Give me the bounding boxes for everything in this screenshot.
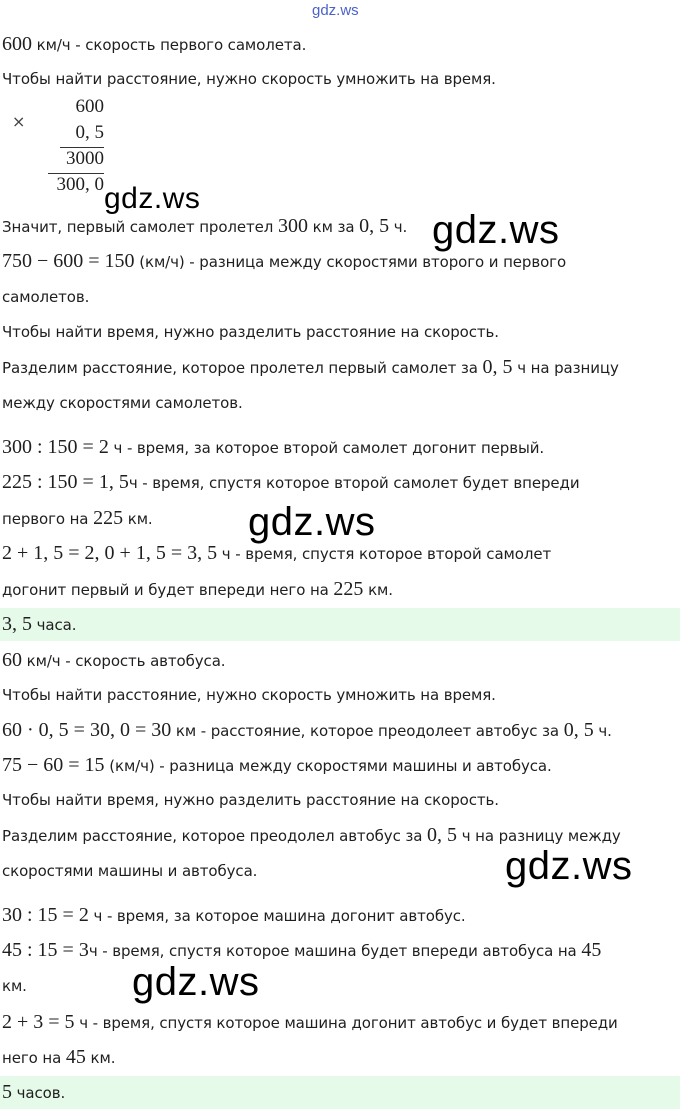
text-line: 30 : 15 = 2 ч - время, за которое машина догонит автобус. [2, 904, 466, 926]
text-line: Чтобы найти расстояние, нужно скорость умножить на время. [2, 70, 496, 88]
text-line: Чтобы найти время, нужно разделить расстояние на скорость. [2, 323, 499, 341]
text-line: 75 − 60 = 15 (км/ч) - разница между скоростями машины и автобуса. [2, 754, 552, 776]
text-line: Чтобы найти расстояние, нужно скорость умножить на время. [2, 686, 496, 704]
text-line: 300 : 150 = 2 ч - время, за которое второй самолет догонит первый. [2, 436, 545, 458]
partial-product: 3000 [66, 148, 104, 169]
multiply-sign: × [12, 112, 26, 131]
answer-text: 5 часов. [2, 1081, 66, 1103]
text-line: 2 + 1, 5 = 2, 0 + 1, 5 = 3, 5 ч - время, спустя которое второй самолет [2, 542, 552, 564]
watermark: gdz.ws [132, 960, 260, 1004]
text-line: 750 − 600 = 150 (км/ч) - разница между скоростями второго и первого [2, 250, 567, 272]
watermark: gdz.ws [104, 182, 201, 215]
product-result: 300, 0 [56, 174, 104, 195]
text-line: Разделим расстояние, которое пролетел первый самолет за 0, 5 ч на разницу [2, 356, 619, 378]
text-line: самолетов. [2, 288, 90, 306]
text-line: км. [2, 977, 27, 995]
answer-block [0, 608, 680, 641]
answer-text: 3, 5 часа. [2, 613, 77, 635]
text-line: между скоростями самолетов. [2, 394, 243, 412]
watermark: gdz.ws [248, 500, 376, 544]
watermark: gdz.ws [505, 844, 633, 888]
text-line: 600 км/ч - скорость первого самолета. [2, 33, 307, 55]
text-line: Чтобы найти время, нужно разделить расстояние на скорость. [2, 791, 499, 809]
multiplicand: 600 [75, 96, 104, 117]
text-line: догонит первый и будет впереди него на 225 км. [2, 578, 393, 600]
column-multiplication [0, 96, 110, 196]
text-line: 60 · 0, 5 = 30, 0 = 30 км - расстояние, которое преодолеет автобус за 0, 5 ч. [2, 719, 612, 741]
text-line: 45 : 15 = 3ч - время, спустя которое машина будет впереди автобуса на 45 [2, 939, 602, 961]
watermark-top: gdz.ws [312, 2, 359, 19]
text-line: 60 км/ч - скорость автобуса. [2, 649, 226, 671]
text-line: Значит, первый самолет пролетел 300 км за 0, 5 ч. [2, 215, 408, 237]
text-line: 225 : 150 = 1, 5ч - время, спустя которое второй самолет будет впереди [2, 471, 580, 493]
multiplier: 0, 5 [75, 122, 104, 143]
watermark: gdz.ws [432, 208, 560, 252]
text-line: скоростями машины и автобуса. [2, 862, 258, 880]
text-line: него на 45 км. [2, 1046, 116, 1068]
answer-block [0, 1076, 680, 1109]
text-line: Разделим расстояние, которое преодолел автобус за 0, 5 ч на разницу между [2, 824, 621, 846]
text-line: 2 + 3 = 5 ч - время, спустя которое машина догонит автобус и будет впереди [2, 1011, 618, 1033]
text-line: первого на 225 км. [2, 507, 153, 529]
